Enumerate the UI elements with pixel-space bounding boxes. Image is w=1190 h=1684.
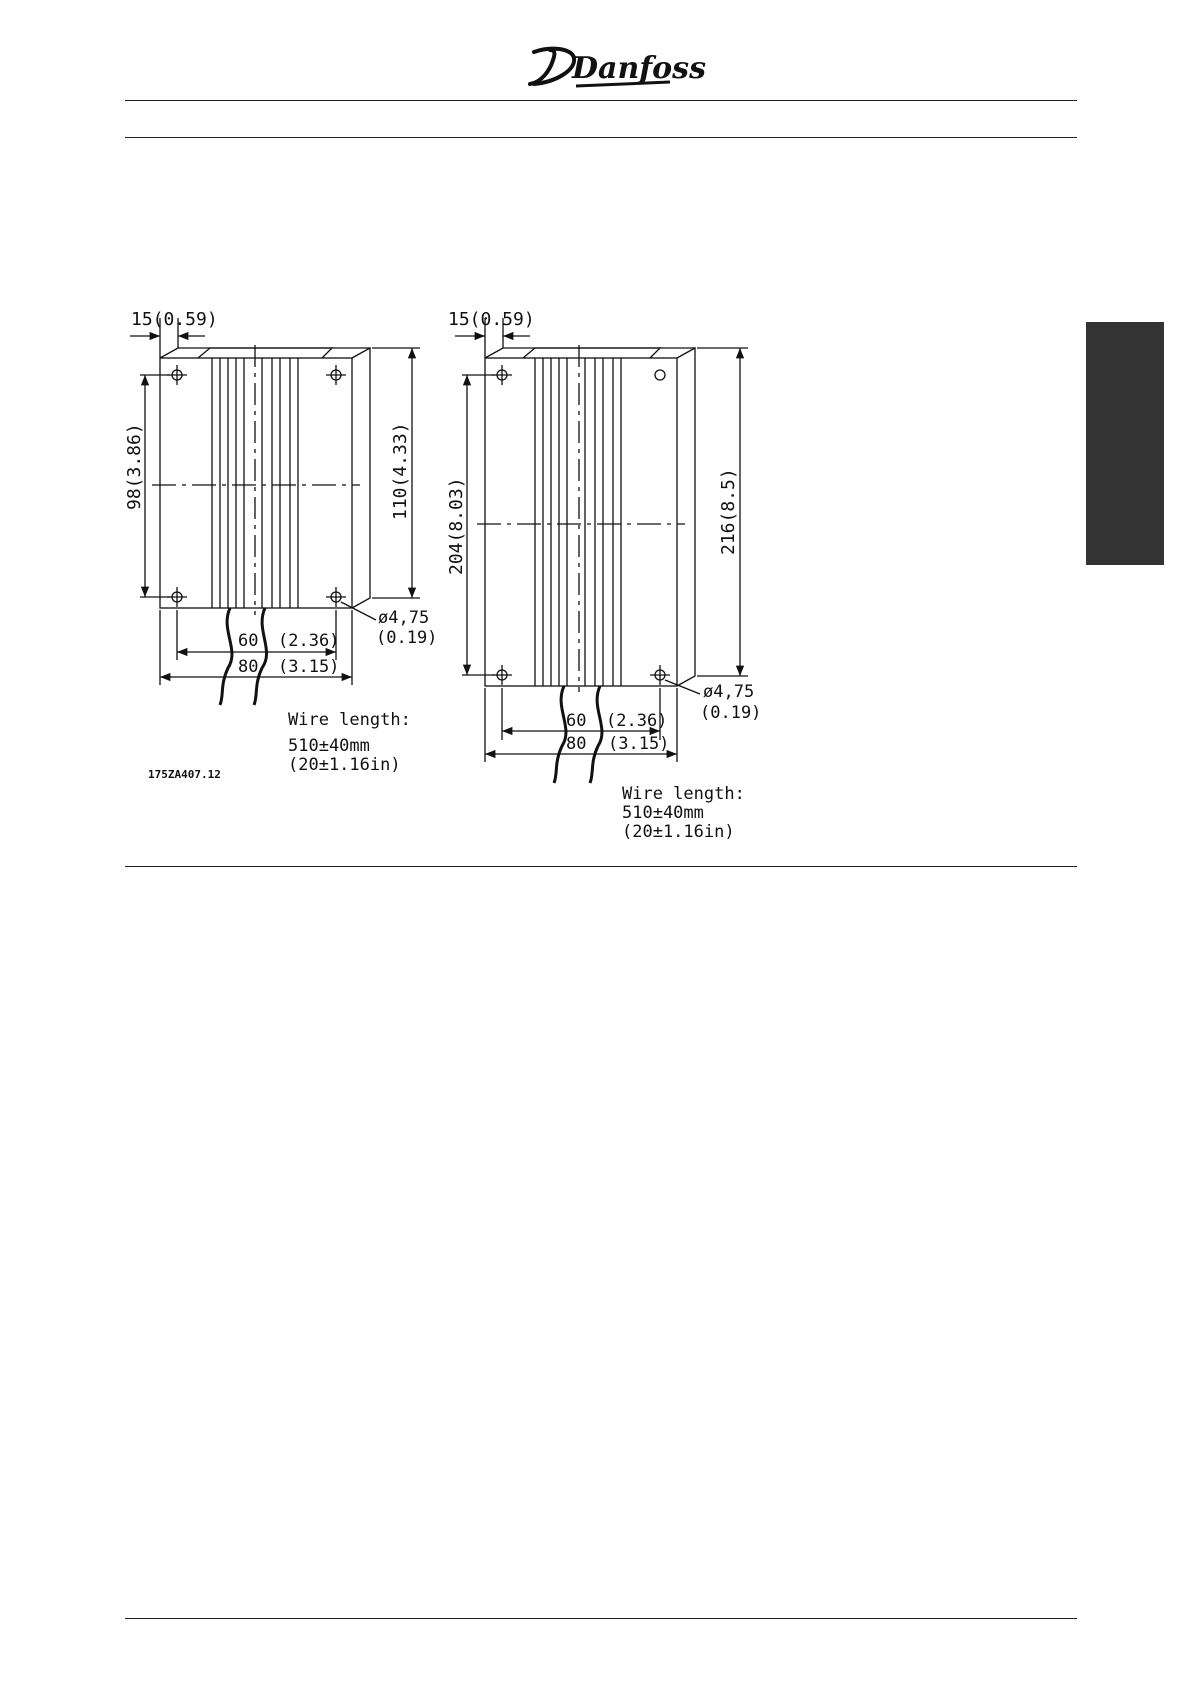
wire-length-title: Wire length: [288, 710, 411, 730]
mounting-holes [167, 365, 346, 607]
label-plate [198, 348, 332, 358]
cooling-fins [535, 358, 621, 686]
resistor-body [160, 358, 352, 608]
mounting-holes [492, 365, 670, 685]
resistor-flange [677, 348, 695, 686]
width-outer-label: 80 [238, 657, 259, 677]
wire-length-mm: 510±40mm [622, 803, 704, 823]
wire [554, 686, 566, 783]
hole-diameter-inch-label: (0.19) [376, 628, 438, 648]
hole-spacing-label: 204(8.03) [446, 477, 467, 575]
width-inner-label: 60 [566, 711, 587, 731]
wire-length-mm: 510±40mm [288, 736, 370, 756]
wire-length-title: Wire length: [622, 784, 745, 804]
label-plate [523, 348, 660, 358]
width-inner-inch-label: (2.36) [606, 711, 668, 731]
hole-diameter-inch-label: (0.19) [700, 703, 762, 723]
logo-wordmark: Danfoss [572, 51, 706, 86]
wire-length-in: (20±1.16in) [288, 755, 401, 775]
wire [220, 608, 232, 705]
height-label: 110(4.33) [390, 422, 411, 520]
resistor-body [485, 358, 677, 686]
hole-spacing-label: 98(3.86) [124, 423, 145, 510]
width-outer-inch-label: (3.15) [608, 734, 670, 754]
width-outer-label: 80 [566, 734, 587, 754]
width-inner-label: 60 [238, 631, 259, 651]
offset-label: 15(0.59) [448, 309, 535, 330]
height-label: 216(8.5) [718, 468, 739, 555]
resistor-flange [352, 348, 370, 608]
drawing-reference: 175ZA407.12 [148, 768, 221, 781]
width-inner-inch-label: (2.36) [278, 631, 340, 651]
hole-diameter-label: ø4,75 [378, 608, 430, 628]
width-outer-inch-label: (3.15) [278, 657, 340, 677]
offset-label: 15(0.59) [131, 309, 218, 330]
wire-length-in: (20±1.16in) [622, 822, 735, 842]
hole-diameter-label: ø4,75 [703, 682, 755, 702]
wire [590, 686, 602, 783]
